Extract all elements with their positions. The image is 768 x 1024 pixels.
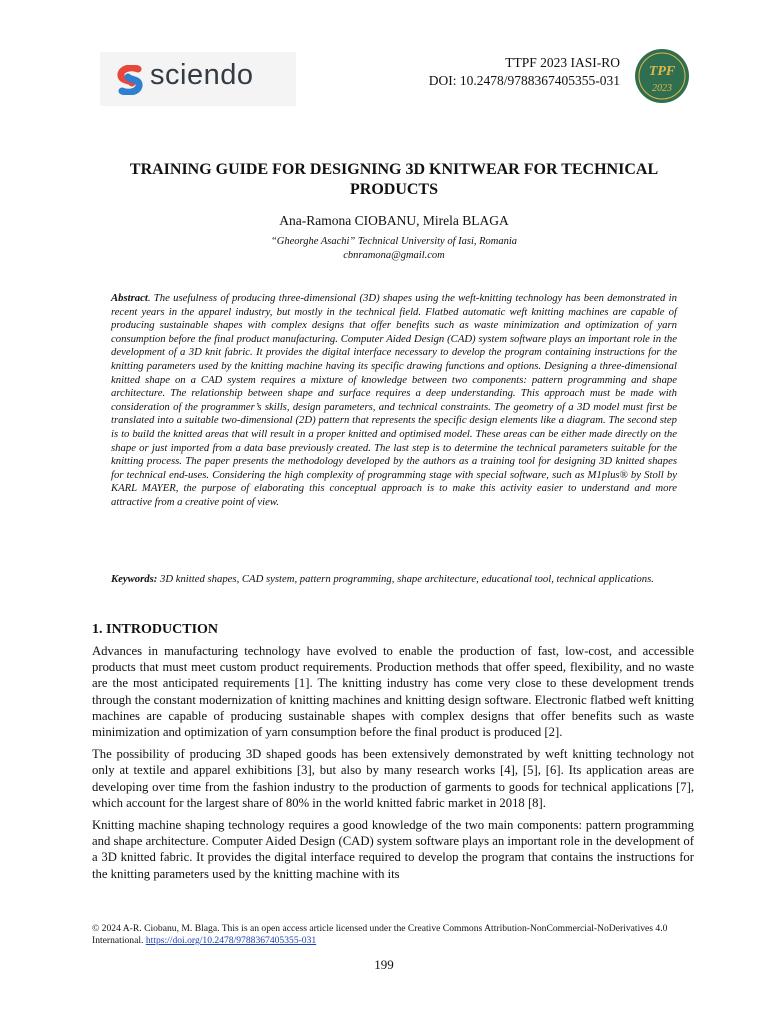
paragraph: Knitting machine shaping technology requires a good knowledge of the two main components: pattern programming and shape architecture. Computer Aided Design (CAD) system software plays an important role in the development of a 3D knitted fabric. It provides the digital interface required to develop the program that contains the instructions for the knitting parameters used by the knitting machine with its <box>92 818 694 881</box>
doi-text: DOI: 10.2478/9788367405355-031 <box>428 73 620 88</box>
paper-title <box>80 160 708 200</box>
authors: Ana-Ramona CIOBANU, Mirela BLAGA <box>279 213 509 228</box>
logo-wordmark: sciendo <box>150 59 254 91</box>
doi-link[interactable]: https://doi.org/10.2478/9788367405355-031 <box>145 935 317 946</box>
affiliation: “Gheorghe Asachi” Technical University of Iasi, Romania <box>270 236 518 247</box>
title-line-1: TRAINING GUIDE FOR DESIGNING 3D KNITWEAR FOR TECHNICAL <box>129 161 659 178</box>
license-footnote <box>92 923 694 947</box>
ttpf-seal-icon <box>634 48 690 104</box>
keywords-text: 3D knitted shapes, CAD system, pattern programming, shape architecture, educational tool, technical applications. <box>157 573 654 585</box>
author-email: cbnramona@gmail.com <box>343 250 445 261</box>
page-header <box>0 0 768 110</box>
conference-info <box>429 54 620 90</box>
seal-text: TPF <box>648 64 676 79</box>
keywords-label: Keywords: <box>111 573 158 585</box>
paragraph: The possibility of producing 3D shaped goods has been extensively demonstrated by weft knitting technology not only at textile and apparel exhibitions [3], but also by many research works [4], [5], [6]. Its application areas are developing over time from the fashion industry to the production of garments to goods for technical applications [7], which account for the largest share of 80% in the world knitted fabric market in 2018 [8]. <box>92 747 694 810</box>
title-line-2: PRODUCTS <box>349 181 438 198</box>
conference-name: TTPF 2023 IASI-RO <box>505 55 620 70</box>
section-heading-introduction: 1. INTRODUCTION <box>92 622 219 637</box>
publisher-logo <box>100 52 296 106</box>
keywords <box>111 573 677 587</box>
page-number: 199 <box>374 957 394 972</box>
seal-year: 2023 <box>652 83 672 94</box>
sciendo-logo-icon <box>116 65 144 95</box>
introduction-body <box>92 643 694 888</box>
abstract-text: . The usefulness of producing three-dimensional (3D) shapes using the weft-knitting technology has been demonstrated in recent years in the apparel industry, but mostly in the technical field. Flatbed automatic weft knitting machines are capable of producing sustainable shapes with complex designs that offer benefits such as waste minimization and optimization of yarn consumption before the final product manufacturing. Computer Aided Design (CAD) system software plays an important role in the development of a 3D knit fabric. It provides the digital interface necessary to develop the program containing instructions for the knitting parameters used by the knitting machine having its specific drawing functions and options. Designing a three-dimensional knitted shape on a CAD system requires a mixture of knowledge between two components: pattern programming and shape architecture. The relationship between shape and surface requires a deep understanding. This approach must be made with consideration of the programmer’s skills, design parameters, and technical constraints. The geometry of a 3D model must first be translated into a suitable two-dimensional (2D) pattern that represents the specific design elements like a diagram. The second step is to build the knitted areas that will result in a proper knitted and optimised model. These areas can be either made directly on the shape or just imported from a data base previously created. The last step is to determine the technical parameters suitable for the knitting process. The paper presents the methodology developed by the authors as a training tool for designing 3D knitted shapes for technical end-uses. Considering the high complexity of programming stage with special software, such as M1plus® by Stoll by KARL MAYER, the purpose of elaborating this conceptual approach is to make this activity easier to understand and more attractive from a creative point of view. <box>111 292 677 508</box>
paragraph: Advances in manufacturing technology have evolved to enable the production of fast, low-cost, and accessible products that must meet custom product requirements. Production methods that offer speed, flexibility, and no waste are the most anticipated requirements [1]. The knitting industry has come very close to these development trends through the constant modernization of knitting machines and knitting design software. Electronic flatbed weft knitting machines are capable of producing sustainable shapes with complex designs that offer benefits such as waste minimization and optimization of yarn consumption before the final product is produced [2]. <box>92 644 694 740</box>
license-text: © 2024 A-R. Ciobanu, M. Blaga. This is an open access article licensed under the Creative Commons Attribution-NonCommercial-NoDerivatives 4.0 International. <box>92 923 668 946</box>
abstract <box>111 292 677 510</box>
abstract-label: Abstract <box>111 292 148 304</box>
